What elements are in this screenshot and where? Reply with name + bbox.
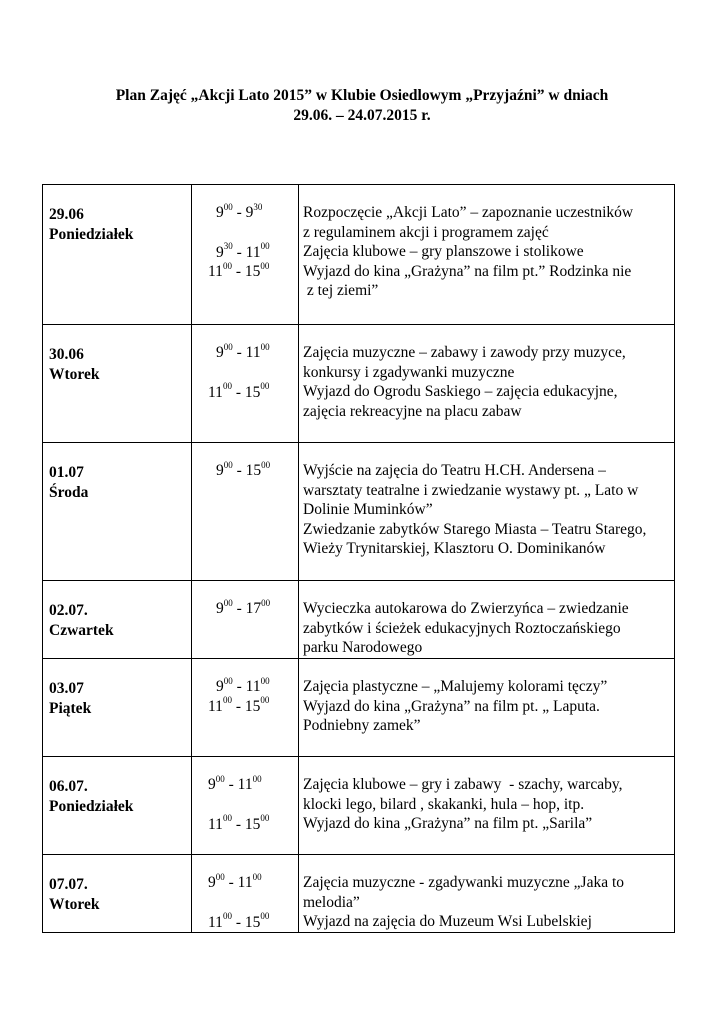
description-line: klocki lego, bilard , skakanki, hula – hop, itp. — [303, 795, 585, 813]
row-weekday: Poniedziałek — [49, 797, 134, 815]
table-row — [43, 581, 675, 659]
time-slot: $9^{00} - 11^{00}$ — [208, 871, 262, 891]
row-weekday: Wtorek — [49, 365, 100, 383]
description-line: Zajęcia klubowe – gry i zabawy - szachy, warcaby, — [303, 776, 623, 793]
description-cell — [299, 443, 675, 581]
row-weekday: Piątek — [49, 699, 92, 717]
time-slot: $11^{00} - 15^{00}$ — [208, 911, 270, 931]
description-line: Wyjazd do kina „Grażyna” na film pt. „Sarila” — [303, 815, 593, 832]
time-slot: $9^{00} - 11^{00}$ — [216, 341, 270, 361]
description-line: Rozpoczęcie „Akcji Lato” – zapoznanie uczestników — [303, 204, 634, 221]
day-cell — [43, 659, 192, 757]
description-line: Zwiedzanie zabytków Starego Miasta – Teatru Starego, — [303, 520, 647, 538]
table-row — [43, 185, 675, 325]
description-line: Zajęcia muzyczne – zabawy i zawody przy muzyce, — [303, 344, 626, 361]
time-slot: $11^{00} - 15^{00}$ — [208, 695, 270, 715]
row-weekday: Wtorek — [49, 895, 100, 913]
time-slot: $9^{00} - 11^{00}$ — [208, 773, 262, 793]
description-line: zajęcia rekreacyjne na placu zabaw — [303, 402, 522, 420]
description-cell — [299, 185, 675, 325]
time-cell — [192, 855, 299, 933]
table-row — [43, 659, 675, 757]
title-line-1: Plan Zajęć „Akcji Lato 2015” w Klubie Osiedlowym „Przyjaźni” w dniach — [115, 87, 609, 104]
row-date: 01.07 — [49, 464, 84, 481]
time-cell — [192, 325, 299, 443]
description-line: Wyjście na zajęcia do Teatru H.CH. Andersena – — [303, 462, 606, 479]
table-row — [43, 443, 675, 581]
description-line: z regulaminem akcji i programem zajęć — [303, 223, 549, 241]
description-line: Wyjazd na zajęcia do Muzeum Wsi Lubelskiej — [303, 913, 592, 930]
schedule-table — [42, 184, 675, 933]
row-weekday: Środa — [49, 483, 89, 501]
day-cell — [43, 185, 192, 325]
description-line: Wieży Trynitarskiej, Klasztoru O. Dominikanów — [303, 540, 606, 557]
description-line: Wyjazd do kina „Grażyna” na film pt. „ Laputa. — [303, 697, 600, 715]
description-line: Wyjazd do kina „Grażyna” na film pt.” Rodzinka nie — [303, 262, 632, 280]
row-date: 03.07 — [49, 680, 84, 697]
row-weekday: Poniedziałek — [49, 225, 134, 243]
time-slot: $11^{00} - 15^{00}$ — [208, 381, 270, 401]
row-date: 02.07. — [49, 602, 88, 619]
description-line: Zajęcia klubowe – gry planszowe i stolikowe — [303, 243, 584, 260]
time-cell — [192, 185, 299, 325]
time-slot: $9^{30} - 11^{00}$ — [216, 241, 270, 261]
time-slot: $9^{00} - 11^{00}$ — [216, 675, 270, 695]
description-line: Wycieczka autokarowa do Zwierzyńca – zwiedzanie — [303, 600, 629, 617]
description-cell — [299, 659, 675, 757]
row-date: 07.07. — [49, 876, 88, 893]
time-slot: $9^{00} - 17^{00}$ — [216, 597, 271, 617]
day-cell — [43, 757, 192, 855]
title-line-2: 29.06. – 24.07.2015 r. — [293, 107, 431, 124]
time-slot: $11^{00} - 15^{00}$ — [208, 260, 270, 280]
description-line: melodia” — [303, 893, 360, 911]
description-line: zabytków i ścieżek edukacyjnych Roztoczańskiego — [303, 619, 621, 637]
description-line: Dolinie Muminków” — [303, 501, 433, 518]
description-cell — [299, 581, 675, 659]
row-weekday: Czwartek — [49, 621, 114, 639]
day-cell — [43, 581, 192, 659]
document-title — [0, 86, 724, 126]
time-cell — [192, 581, 299, 659]
table-row — [43, 855, 675, 933]
time-slot: $9^{00} - 15^{00}$ — [216, 459, 271, 479]
table-row — [43, 325, 675, 443]
description-line: Wyjazd do Ogrodu Saskiego – zajęcia edukacyjne, — [303, 383, 618, 400]
time-cell — [192, 659, 299, 757]
description-cell — [299, 757, 675, 855]
row-date: 30.06 — [49, 346, 84, 363]
day-cell — [43, 855, 192, 933]
description-line: z tej ziemi” — [303, 282, 379, 299]
description-line: Podniebny zamek” — [303, 717, 421, 734]
description-line: parku Narodowego — [303, 639, 423, 656]
time-cell — [192, 757, 299, 855]
description-line: konkursy i zgadywanki muzyczne — [303, 363, 515, 381]
day-cell — [43, 325, 192, 443]
description-cell — [299, 325, 675, 443]
day-cell — [43, 443, 192, 581]
description-cell — [299, 855, 675, 933]
row-date: 29.06 — [49, 206, 84, 223]
time-slot: $11^{00} - 15^{00}$ — [208, 813, 270, 833]
time-cell — [192, 443, 299, 581]
table-row — [43, 757, 675, 855]
description-line: warsztaty teatralne i zwiedzanie wystawy pt. „ Lato w — [303, 481, 639, 499]
description-line: Zajęcia muzyczne - zgadywanki muzyczne „Jaka to — [303, 874, 625, 891]
description-line: Zajęcia plastyczne – „Malujemy kolorami tęczy” — [303, 678, 608, 695]
time-slot: $9^{00} - 9^{30}$ — [216, 201, 263, 221]
row-date: 06.07. — [49, 778, 88, 795]
